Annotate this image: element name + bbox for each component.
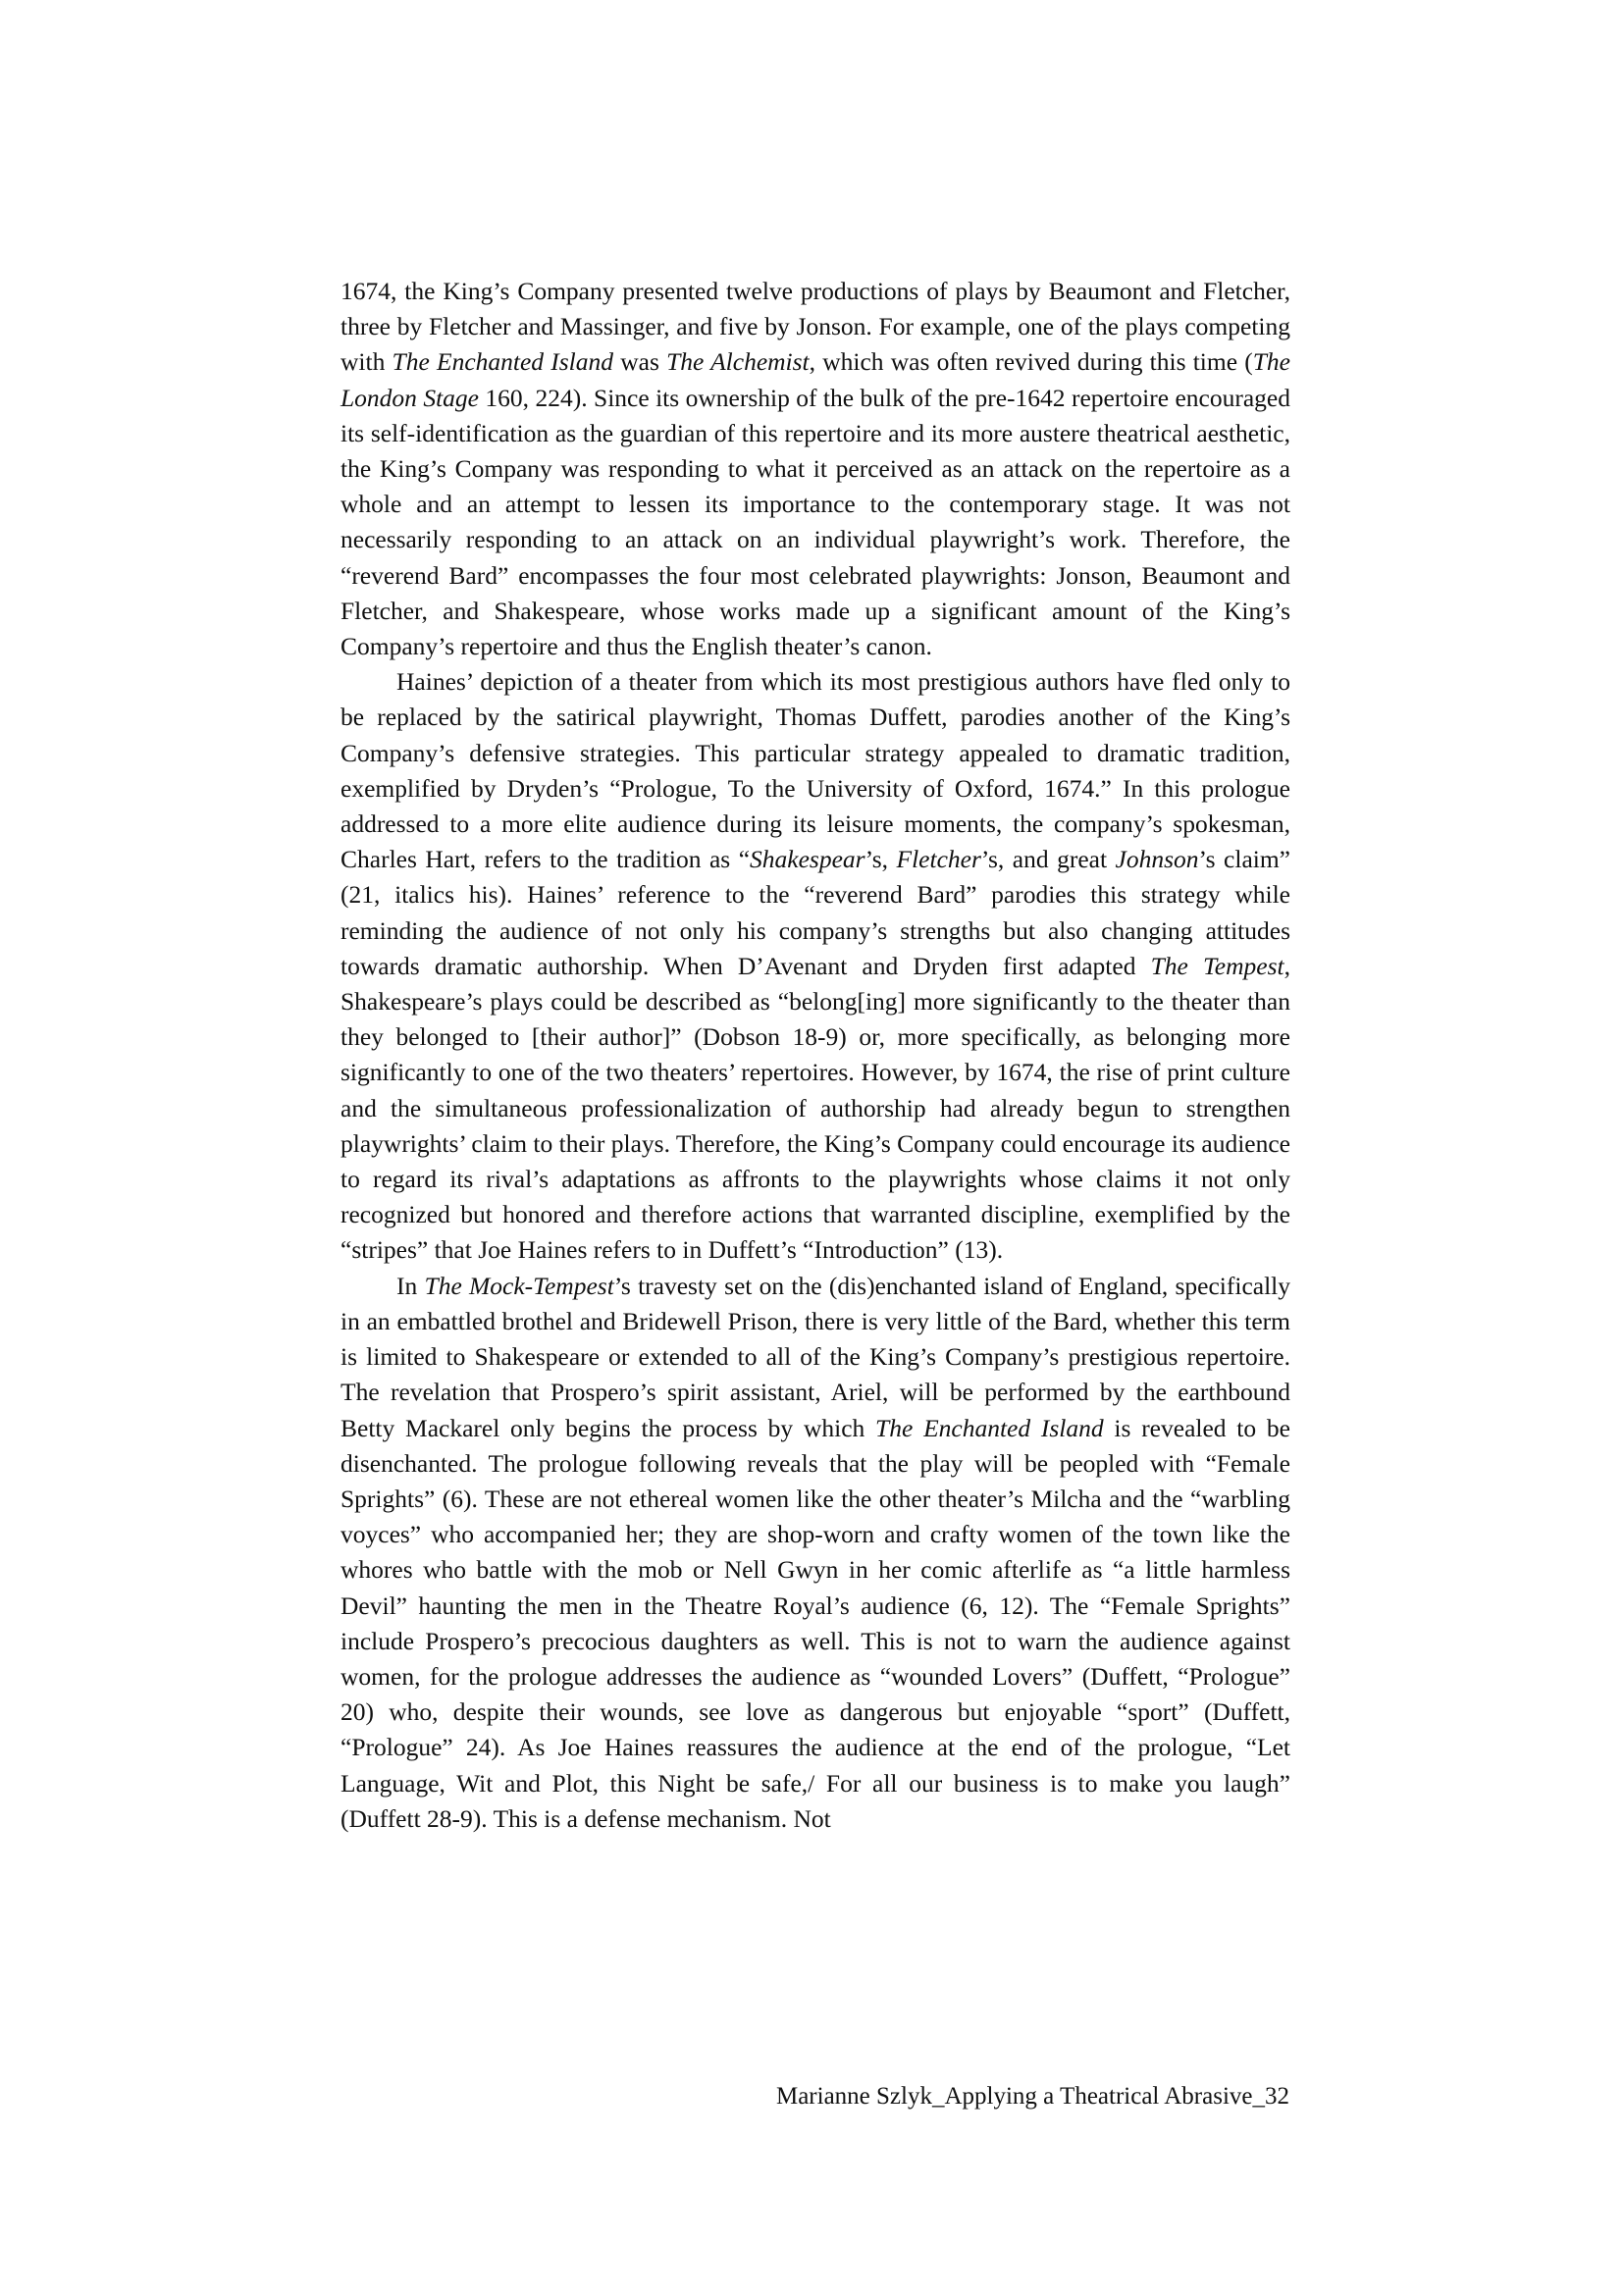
text-run: , which was often revived during this time ( bbox=[809, 347, 1253, 377]
italic-title: Shakespear bbox=[750, 845, 865, 874]
italic-title: The Alchemist bbox=[666, 347, 810, 377]
text-run: was bbox=[613, 347, 667, 377]
italic-title: The Tempest bbox=[1150, 951, 1284, 980]
text-run: ’s, bbox=[864, 845, 897, 874]
text-run: is revealed to be disenchanted. The prologue following reveals that the play will be peopled with “Female Sprights” (6). These are not ethereal women like the other theater’s Milcha and the “warbling voyces” who accompanied her; they are shop-worn and crafty women of the town like the whores who battle with the mob or Nell Gwyn in her comic afterlife as “a little harmless Devil” haunting the men in the Theatre Royal’s audience (6, 12). The “Female Sprights” include Prospero’s precocious daughters as well. This is not to warn the audience against women, for the prologue addresses the audience as “wounded Lovers” (Duffett, “Prologue” 20) who, despite their wounds, see love as dangerous but enjoyable “sport” (Duffett, “Prologue” 24). As Joe Haines reassures the audience at the end of the prologue, “Let Language, Wit and Plot, this Night be safe,/ For all our business is to make you laugh” (Duffett 28-9). This is a defense mechanism. Not bbox=[341, 1413, 1290, 1833]
italic-title: Fletcher bbox=[896, 845, 981, 874]
text-run: , Shakespeare’s plays could be described as “belong[ing] more significantly to the theater than they belonged to [their author]” (Dobson 18-9) or, more specifically, as belonging more significantly to one of the two theaters’ repertoires. However, by 1674, the rise of print culture and the simultaneous professionalization of authorship had already begun to strengthen playwrights’ claim to their plays. Therefore, the King’s Company could encourage its audience to regard its rival’s adaptations as affronts to the playwrights whose claims it not only recognized but honored and therefore actions that warranted discipline, exemplified by the “stripes” that Joe Haines refers to in Duffett’s “Introduction” (13). bbox=[341, 951, 1290, 1265]
italic-title: The Mock-Tempest bbox=[424, 1271, 614, 1300]
paragraph-3 bbox=[341, 1269, 1290, 1837]
paragraph-1 bbox=[341, 274, 1290, 664]
text-run: ’s, and great bbox=[980, 845, 1116, 874]
italic-title: Johnson bbox=[1115, 845, 1199, 874]
text-run: 160, 224). Since its ownership of the bulk of the pre-1642 repertoire encouraged its self-identification as the guardian of this repertoire and its more austere theatrical aesthetic, the King’s Company was responding to what it perceived as an attack on the repertoire as a whole and an attempt to lessen its importance to the contemporary stage. It was not necessarily responding to an attack on an individual playwright’s work. Therefore, the “reverend Bard” encompasses the four most celebrated playwrights: Jonson, Beaumont and Fletcher, and Shakespeare, whose works made up a significant amount of the King’s Company’s repertoire and thus the English theater’s canon. bbox=[341, 383, 1290, 661]
text-run: Haines’ depiction of a theater from which its most prestigious authors have fled only to be replaced by the satirical playwright, Thomas Duffett, parodies another of the King’s Company’s defensive strategies. This particular strategy appealed to dramatic tradition, exemplified by Dryden’s “Prologue, To the University of Oxford, 1674.” In this prologue addressed to a more elite audience during its leisure moments, the company’s spokesman, Charles Hart, refers to the tradition as “ bbox=[341, 667, 1290, 874]
text-run: In bbox=[396, 1271, 425, 1300]
italic-title: The London Stage bbox=[341, 347, 1290, 412]
italic-title: The Enchanted Island bbox=[875, 1413, 1104, 1442]
italic-title: The Enchanted Island bbox=[392, 347, 614, 377]
body-text bbox=[341, 274, 1290, 1837]
page-footer: Marianne Szlyk_Applying a Theatrical Abrasive_32 bbox=[775, 2083, 1289, 2110]
paragraph-2 bbox=[341, 664, 1290, 1268]
text-run: 1674, the King’s Company presented twelve productions of plays by Beaumont and Fletcher, three by Fletcher and Massinger, and five by Jonson. For example, one of the plays competing with bbox=[341, 277, 1290, 377]
text-run: ’s travesty set on the (dis)enchanted island of England, specifically in an embattled brothel and Bridewell Prison, there is very little of the Bard, whether this term is limited to Shakespeare or extended to all of the King’s Company’s prestigious repertoire. The revelation that Prospero’s spirit assistant, Ariel, will be performed by the earthbound Betty Mackarel only begins the process by which bbox=[341, 1271, 1291, 1442]
text-run: ’s claim” (21, italics his). Haines’ reference to the “reverend Bard” parodies this strategy while reminding the audience of not only his company’s strengths but also changing attitudes towards dramatic authorship. When D’Avenant and Dryden first adapted bbox=[341, 845, 1290, 980]
